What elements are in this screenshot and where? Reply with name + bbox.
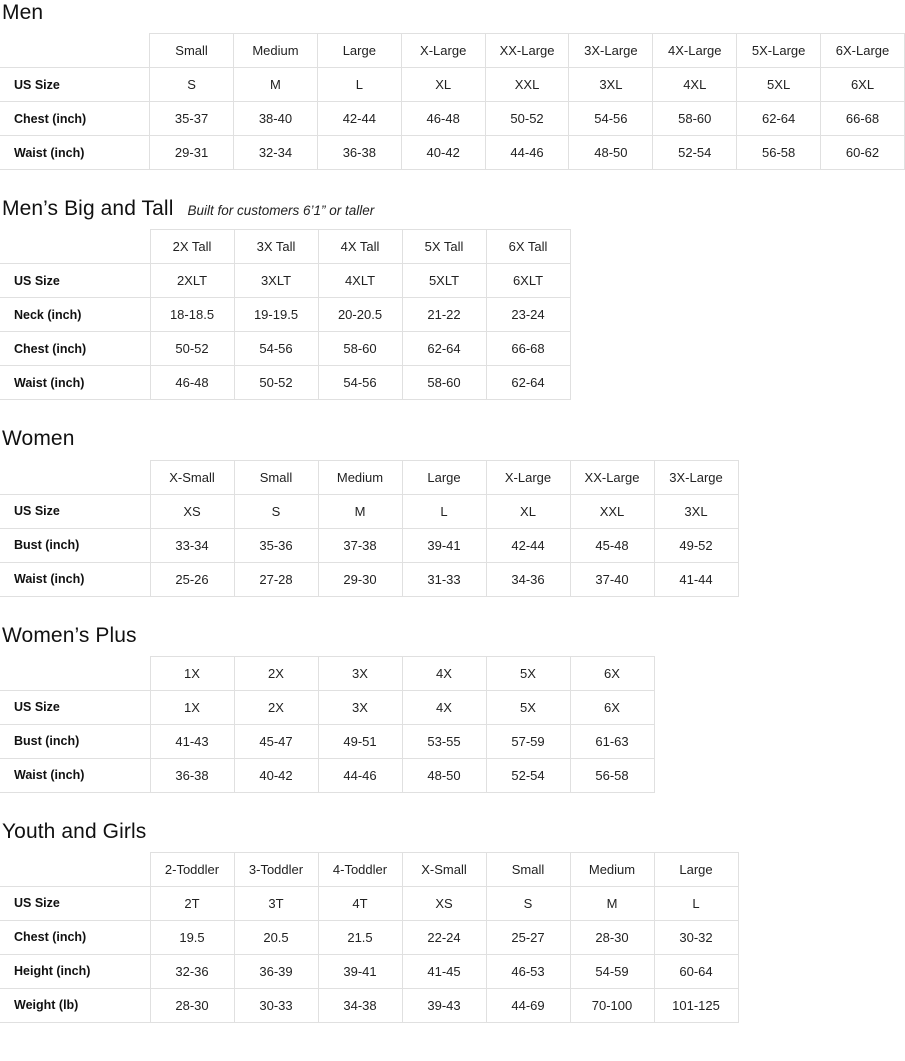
table-cell: 44-46 bbox=[485, 136, 569, 170]
table-cell: 56-58 bbox=[737, 136, 821, 170]
row-header: Chest (inch) bbox=[0, 920, 150, 954]
column-header: Small bbox=[150, 34, 234, 68]
table-row bbox=[0, 920, 738, 954]
table-cell: XS bbox=[150, 494, 234, 528]
column-header: XX-Large bbox=[485, 34, 569, 68]
table-header-row bbox=[0, 852, 738, 886]
table-cell: 25-26 bbox=[150, 562, 234, 596]
table-cell: 5XLT bbox=[402, 264, 486, 298]
table-cell: L bbox=[317, 68, 401, 102]
column-header: Medium bbox=[318, 460, 402, 494]
table-cell: 62-64 bbox=[737, 102, 821, 136]
table-cell: XXL bbox=[485, 68, 569, 102]
table-cell: 46-48 bbox=[401, 102, 485, 136]
column-header: X-Small bbox=[150, 460, 234, 494]
row-header: Weight (lb) bbox=[0, 988, 150, 1022]
section-women bbox=[0, 426, 905, 596]
table-row bbox=[0, 332, 570, 366]
column-header: Large bbox=[654, 852, 738, 886]
table-cell: XS bbox=[402, 886, 486, 920]
table-cell: XXL bbox=[570, 494, 654, 528]
table-cell: 41-44 bbox=[654, 562, 738, 596]
table-row bbox=[0, 136, 905, 170]
table-cell: 58-60 bbox=[653, 102, 737, 136]
table-cell: 48-50 bbox=[402, 758, 486, 792]
column-header: 2X Tall bbox=[150, 230, 234, 264]
table-cell: 60-62 bbox=[821, 136, 905, 170]
column-header: Small bbox=[234, 460, 318, 494]
table-cell: 35-37 bbox=[150, 102, 234, 136]
table-cell: 42-44 bbox=[486, 528, 570, 562]
table-corner-cell bbox=[0, 34, 150, 68]
table-cell: 50-52 bbox=[234, 366, 318, 400]
table-cell: 60-64 bbox=[654, 954, 738, 988]
table-row bbox=[0, 562, 738, 596]
table-cell: 32-34 bbox=[233, 136, 317, 170]
table-cell: XL bbox=[401, 68, 485, 102]
table-cell: 3T bbox=[234, 886, 318, 920]
table-cell: M bbox=[318, 494, 402, 528]
size-table-mens-big-and-tall bbox=[0, 229, 571, 400]
column-header: 6X Tall bbox=[486, 230, 570, 264]
table-cell: 5X bbox=[486, 690, 570, 724]
column-header: 3X-Large bbox=[654, 460, 738, 494]
table-cell: M bbox=[570, 886, 654, 920]
table-cell: 28-30 bbox=[570, 920, 654, 954]
table-cell: 61-63 bbox=[570, 724, 654, 758]
column-header: Large bbox=[402, 460, 486, 494]
section-men bbox=[0, 0, 905, 170]
table-cell: 54-56 bbox=[318, 366, 402, 400]
column-header: Medium bbox=[570, 852, 654, 886]
table-row bbox=[0, 758, 654, 792]
table-cell: 53-55 bbox=[402, 724, 486, 758]
table-cell: 36-38 bbox=[317, 136, 401, 170]
section-title: Men bbox=[2, 1, 44, 24]
column-header: Large bbox=[317, 34, 401, 68]
table-cell: 48-50 bbox=[569, 136, 653, 170]
table-cell: 19-19.5 bbox=[234, 298, 318, 332]
table-cell: 6X bbox=[570, 690, 654, 724]
table-cell: S bbox=[234, 494, 318, 528]
table-row bbox=[0, 68, 905, 102]
column-header: 5X-Large bbox=[737, 34, 821, 68]
table-cell: 18-18.5 bbox=[150, 298, 234, 332]
table-cell: 4X bbox=[402, 690, 486, 724]
table-cell: 36-38 bbox=[150, 758, 234, 792]
size-table-youth-and-girls bbox=[0, 852, 739, 1023]
table-row bbox=[0, 528, 738, 562]
table-cell: 46-53 bbox=[486, 954, 570, 988]
table-row bbox=[0, 988, 738, 1022]
table-cell: 39-43 bbox=[402, 988, 486, 1022]
table-row bbox=[0, 954, 738, 988]
table-cell: 41-43 bbox=[150, 724, 234, 758]
table-cell: 31-33 bbox=[402, 562, 486, 596]
table-cell: 33-34 bbox=[150, 528, 234, 562]
table-cell: 32-36 bbox=[150, 954, 234, 988]
column-header: 6X-Large bbox=[821, 34, 905, 68]
row-header: Waist (inch) bbox=[0, 758, 150, 792]
column-header: X-Large bbox=[401, 34, 485, 68]
table-cell: 2T bbox=[150, 886, 234, 920]
table-cell: 25-27 bbox=[486, 920, 570, 954]
table-corner-cell bbox=[0, 656, 150, 690]
section-header bbox=[0, 623, 905, 656]
table-cell: 39-41 bbox=[318, 954, 402, 988]
table-row bbox=[0, 494, 738, 528]
table-row bbox=[0, 724, 654, 758]
size-table-womens-plus bbox=[0, 656, 655, 793]
table-cell: 44-69 bbox=[486, 988, 570, 1022]
table-cell: 50-52 bbox=[150, 332, 234, 366]
row-header: US Size bbox=[0, 494, 150, 528]
table-header-row bbox=[0, 230, 570, 264]
table-cell: 37-38 bbox=[318, 528, 402, 562]
table-cell: 20-20.5 bbox=[318, 298, 402, 332]
table-cell: 101-125 bbox=[654, 988, 738, 1022]
column-header: 3X-Large bbox=[569, 34, 653, 68]
table-cell: 29-31 bbox=[150, 136, 234, 170]
column-header: 4X-Large bbox=[653, 34, 737, 68]
column-header: XX-Large bbox=[570, 460, 654, 494]
table-cell: 3XLT bbox=[234, 264, 318, 298]
table-cell: 70-100 bbox=[570, 988, 654, 1022]
column-header: 4X bbox=[402, 656, 486, 690]
table-cell: 21.5 bbox=[318, 920, 402, 954]
table-cell: 52-54 bbox=[486, 758, 570, 792]
table-corner-cell bbox=[0, 230, 150, 264]
table-cell: 57-59 bbox=[486, 724, 570, 758]
table-header-row bbox=[0, 656, 654, 690]
table-cell: 6XLT bbox=[486, 264, 570, 298]
table-cell: 40-42 bbox=[234, 758, 318, 792]
table-cell: 39-41 bbox=[402, 528, 486, 562]
column-header: 2-Toddler bbox=[150, 852, 234, 886]
table-cell: 29-30 bbox=[318, 562, 402, 596]
table-cell: 2X bbox=[234, 690, 318, 724]
table-cell: 22-24 bbox=[402, 920, 486, 954]
row-header: Neck (inch) bbox=[0, 298, 150, 332]
row-header: Bust (inch) bbox=[0, 528, 150, 562]
row-header: Chest (inch) bbox=[0, 102, 150, 136]
table-row bbox=[0, 690, 654, 724]
table-cell: 23-24 bbox=[486, 298, 570, 332]
table-cell: 49-52 bbox=[654, 528, 738, 562]
table-cell: 3X bbox=[318, 690, 402, 724]
table-cell: 38-40 bbox=[233, 102, 317, 136]
table-cell: 4T bbox=[318, 886, 402, 920]
table-cell: 3XL bbox=[569, 68, 653, 102]
column-header: Medium bbox=[233, 34, 317, 68]
table-cell: 28-30 bbox=[150, 988, 234, 1022]
table-cell: 34-38 bbox=[318, 988, 402, 1022]
column-header: 3-Toddler bbox=[234, 852, 318, 886]
table-cell: S bbox=[486, 886, 570, 920]
table-cell: 56-58 bbox=[570, 758, 654, 792]
table-cell: 58-60 bbox=[402, 366, 486, 400]
table-corner-cell bbox=[0, 852, 150, 886]
table-cell: 34-36 bbox=[486, 562, 570, 596]
row-header: US Size bbox=[0, 68, 150, 102]
table-cell: 27-28 bbox=[234, 562, 318, 596]
row-header: Waist (inch) bbox=[0, 136, 150, 170]
table-cell: 62-64 bbox=[486, 366, 570, 400]
table-cell: 42-44 bbox=[317, 102, 401, 136]
row-header: Waist (inch) bbox=[0, 562, 150, 596]
column-header: X-Small bbox=[402, 852, 486, 886]
column-header: X-Large bbox=[486, 460, 570, 494]
table-cell: 45-47 bbox=[234, 724, 318, 758]
table-corner-cell bbox=[0, 460, 150, 494]
table-cell: 6XL bbox=[821, 68, 905, 102]
row-header: US Size bbox=[0, 886, 150, 920]
table-cell: M bbox=[233, 68, 317, 102]
column-header: 1X bbox=[150, 656, 234, 690]
column-header: 5X bbox=[486, 656, 570, 690]
row-header: Chest (inch) bbox=[0, 332, 150, 366]
section-title: Women bbox=[2, 427, 75, 451]
row-header: US Size bbox=[0, 690, 150, 724]
table-cell: 36-39 bbox=[234, 954, 318, 988]
section-note: Built for customers 6’1” or taller bbox=[187, 203, 375, 219]
section-title: Men’s Big and Tall bbox=[2, 197, 174, 221]
table-cell: 50-52 bbox=[485, 102, 569, 136]
section-title: Youth and Girls bbox=[2, 819, 147, 843]
section-header bbox=[0, 196, 905, 229]
table-cell: 54-59 bbox=[570, 954, 654, 988]
table-cell: 54-56 bbox=[569, 102, 653, 136]
table-cell: 20.5 bbox=[234, 920, 318, 954]
table-cell: 58-60 bbox=[318, 332, 402, 366]
section-mens-big-and-tall bbox=[0, 196, 905, 400]
table-cell: 35-36 bbox=[234, 528, 318, 562]
table-cell: 66-68 bbox=[486, 332, 570, 366]
row-header: Height (inch) bbox=[0, 954, 150, 988]
table-cell: 37-40 bbox=[570, 562, 654, 596]
table-cell: 30-32 bbox=[654, 920, 738, 954]
table-cell: 49-51 bbox=[318, 724, 402, 758]
table-cell: 66-68 bbox=[821, 102, 905, 136]
column-header: Small bbox=[486, 852, 570, 886]
row-header: Bust (inch) bbox=[0, 724, 150, 758]
section-womens-plus bbox=[0, 623, 905, 793]
table-cell: 62-64 bbox=[402, 332, 486, 366]
table-cell: 4XL bbox=[653, 68, 737, 102]
column-header: 5X Tall bbox=[402, 230, 486, 264]
table-row bbox=[0, 102, 905, 136]
column-header: 2X bbox=[234, 656, 318, 690]
table-header-row bbox=[0, 460, 738, 494]
table-cell: 5XL bbox=[737, 68, 821, 102]
section-title: Women’s Plus bbox=[2, 623, 137, 647]
column-header: 6X bbox=[570, 656, 654, 690]
table-cell: 21-22 bbox=[402, 298, 486, 332]
section-header bbox=[0, 819, 905, 852]
table-cell: 40-42 bbox=[401, 136, 485, 170]
table-cell: S bbox=[150, 68, 234, 102]
section-header bbox=[0, 426, 905, 459]
table-cell: 41-45 bbox=[402, 954, 486, 988]
table-cell: 52-54 bbox=[653, 136, 737, 170]
column-header: 3X bbox=[318, 656, 402, 690]
table-cell: 1X bbox=[150, 690, 234, 724]
column-header: 4X Tall bbox=[318, 230, 402, 264]
table-header-row bbox=[0, 34, 905, 68]
table-cell: 4XLT bbox=[318, 264, 402, 298]
column-header: 3X Tall bbox=[234, 230, 318, 264]
size-table-men bbox=[0, 33, 905, 170]
section-youth-and-girls bbox=[0, 819, 905, 1023]
table-row bbox=[0, 886, 738, 920]
table-row bbox=[0, 298, 570, 332]
size-table-women bbox=[0, 460, 739, 597]
table-cell: 54-56 bbox=[234, 332, 318, 366]
table-row bbox=[0, 264, 570, 298]
row-header: US Size bbox=[0, 264, 150, 298]
table-cell: 2XLT bbox=[150, 264, 234, 298]
section-header bbox=[0, 0, 905, 33]
table-cell: 45-48 bbox=[570, 528, 654, 562]
table-cell: 46-48 bbox=[150, 366, 234, 400]
table-cell: XL bbox=[486, 494, 570, 528]
table-cell: 19.5 bbox=[150, 920, 234, 954]
column-header: 4-Toddler bbox=[318, 852, 402, 886]
row-header: Waist (inch) bbox=[0, 366, 150, 400]
table-row bbox=[0, 366, 570, 400]
table-cell: 3XL bbox=[654, 494, 738, 528]
table-cell: L bbox=[654, 886, 738, 920]
table-cell: 44-46 bbox=[318, 758, 402, 792]
table-cell: 30-33 bbox=[234, 988, 318, 1022]
table-cell: L bbox=[402, 494, 486, 528]
